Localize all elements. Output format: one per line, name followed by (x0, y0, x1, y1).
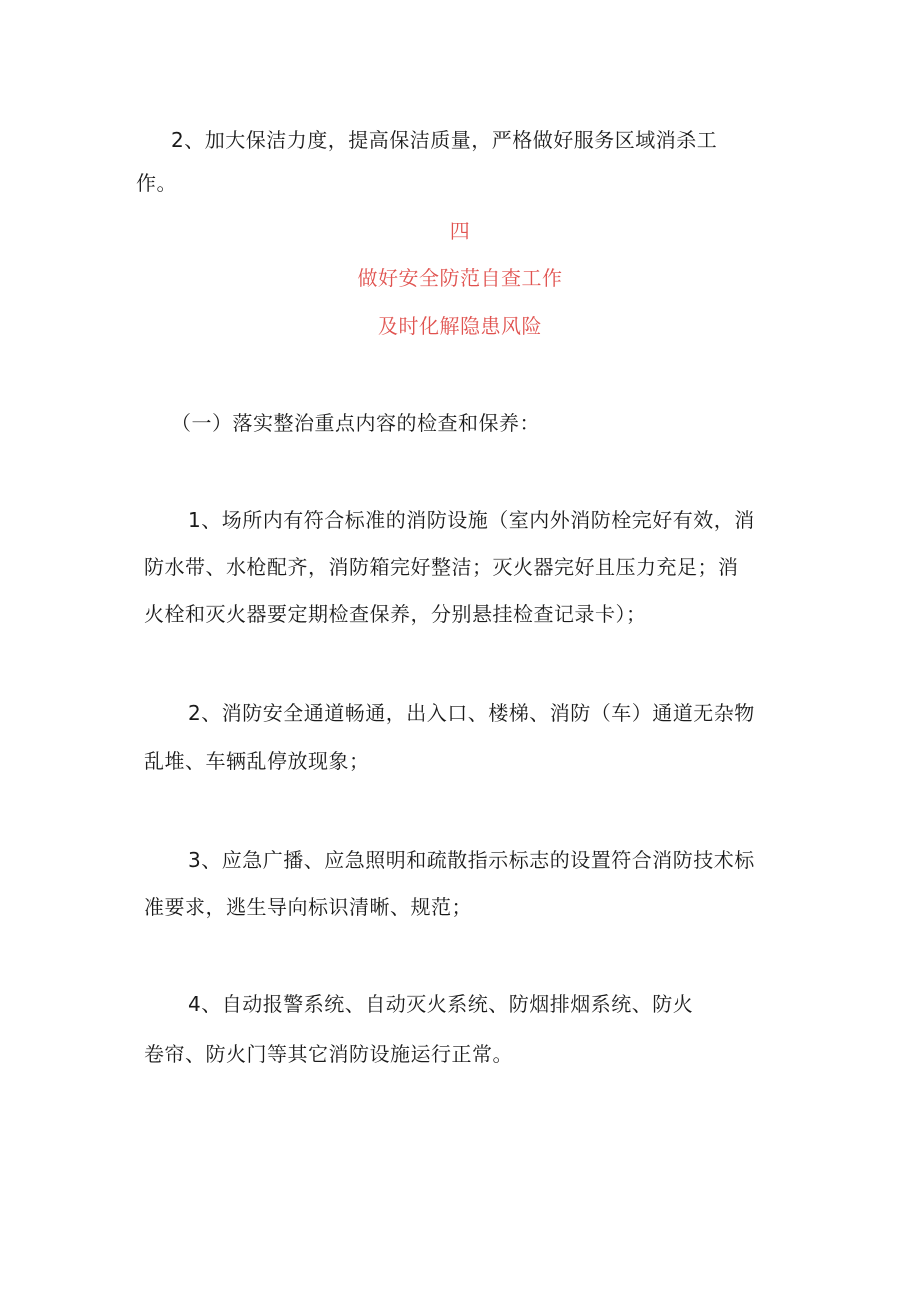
section-title-line-2: 及时化解隐患风险 (378, 314, 542, 338)
paragraph-line: 准要求，逃生导向标识清晰、规范； (144, 895, 472, 919)
paragraph-line: 作。 (136, 171, 177, 195)
paragraph-line: 2、加大保洁力度，提高保洁质量，严格做好服务区域消杀工 (171, 128, 718, 152)
paragraph-line: 4、自动报警系统、自动灭火系统、防烟排烟系统、防火 (188, 992, 694, 1016)
paragraph-line: 防水带、水枪配齐，消防箱完好整洁；灭火器完好且压力充足；消 (144, 555, 739, 579)
paragraph-line: 1、场所内有符合标准的消防设施（室内外消防栓完好有效，消 (188, 508, 755, 532)
paragraph-line: 卷帘、防火门等其它消防设施运行正常。 (144, 1042, 513, 1066)
paragraph-line: 火栓和灭火器要定期检查保养，分别悬挂检查记录卡）； (144, 602, 647, 626)
paragraph-line: 乱堆、车辆乱停放现象； (144, 749, 370, 773)
section-number: 四 (449, 219, 471, 243)
section-title-line-1: 做好安全防范自查工作 (357, 266, 563, 290)
paragraph-line: 2、消防安全通道畅通，出入口、楼梯、消防（车）通道无杂物 (188, 701, 755, 725)
subsection-title: （一）落实整治重点内容的检查和保养： (171, 411, 540, 435)
paragraph-line: 3、应急广播、应急照明和疏散指示标志的设置符合消防技术标 (188, 848, 755, 872)
